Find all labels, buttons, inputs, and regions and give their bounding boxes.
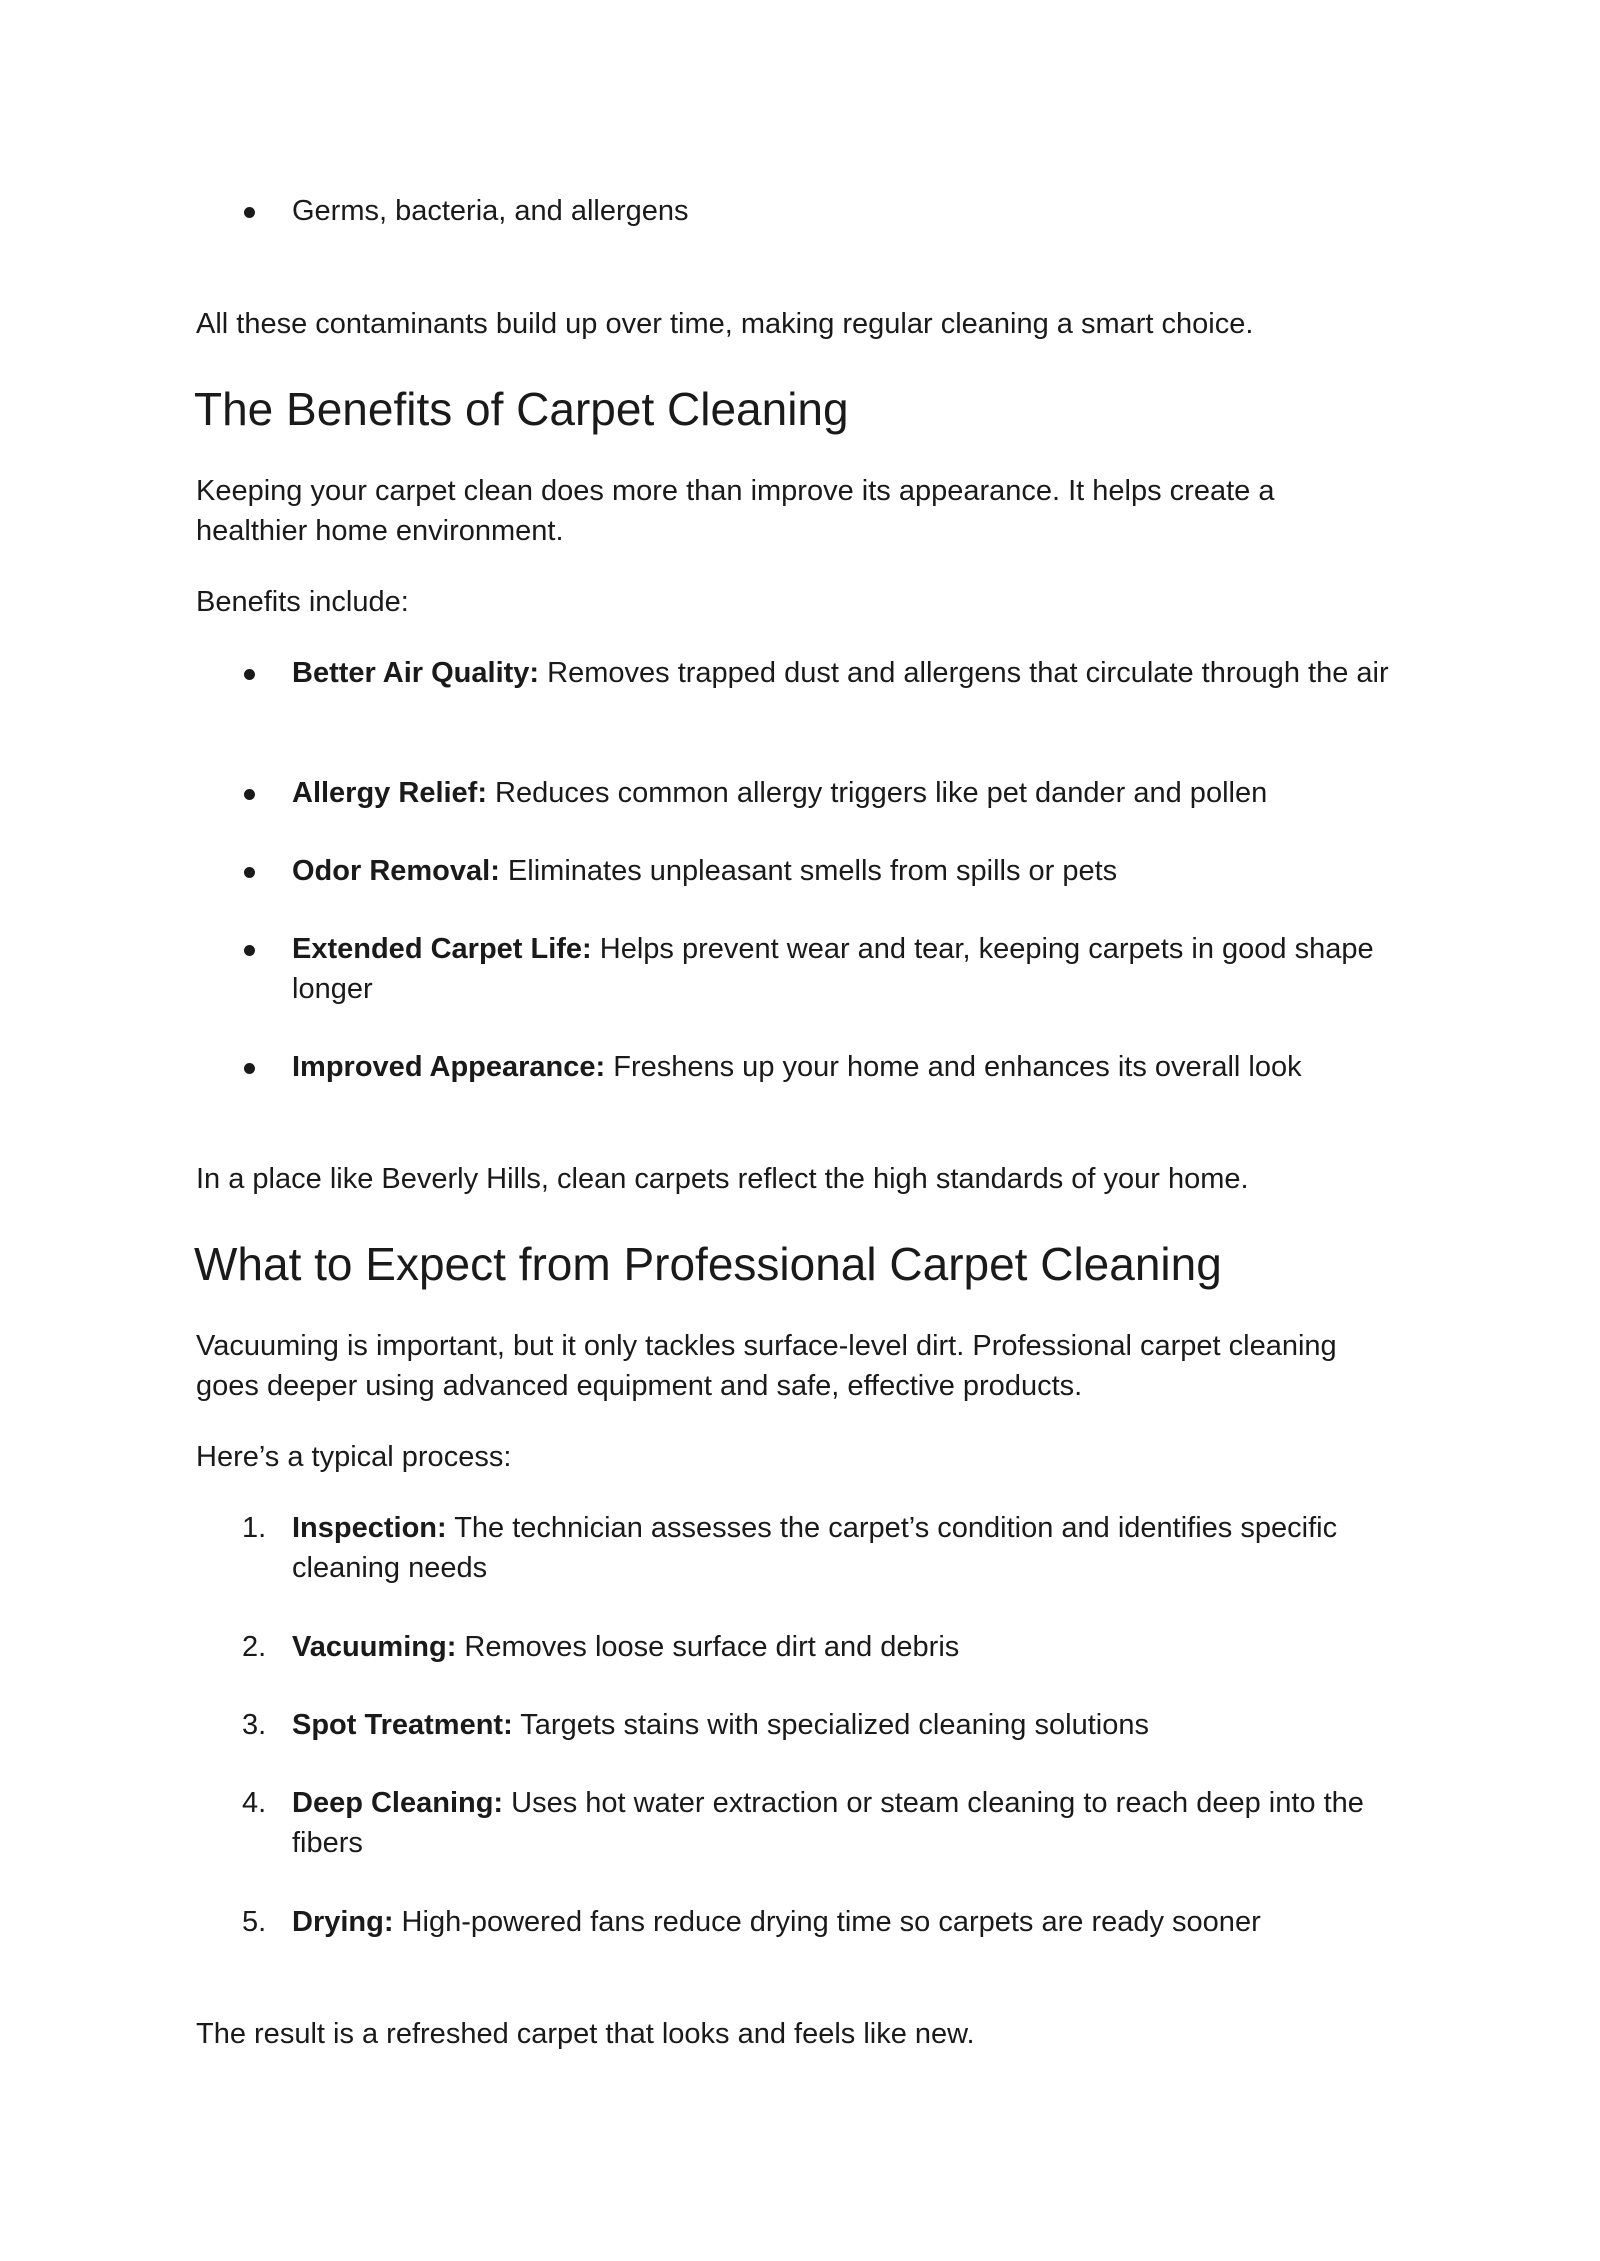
bullet-icon [244,867,255,878]
list-item-text: Targets stains with specialized cleaning solutions [512,1709,1149,1741]
list-item [242,1705,1422,1745]
list-item-label: Better Air Quality: [292,657,540,689]
bullet-icon [244,669,255,680]
bullet-icon [244,789,255,800]
list-item [292,851,1422,891]
list-item [292,773,1422,813]
list-item-label: Allergy Relief: [292,777,487,809]
list-number: 5. [242,1906,267,1938]
paragraph: Benefits include: [196,586,409,618]
list-number: 3. [242,1709,267,1741]
list-item-text: The technician assesses the carpet’s condition and identifies specific cleaning needs [292,1512,1338,1584]
paragraph: All these contaminants build up over time, making regular cleaning a smart choice. [196,308,1254,340]
list-item-text: High-powered fans reduce drying time so carpets are ready sooner [393,1906,1261,1938]
bullet-icon [244,207,255,218]
list-number: 1. [242,1512,267,1544]
paragraph: In a place like Beverly Hills, clean carpets reflect the high standards of your home. [196,1163,1249,1195]
list-item-text: Uses hot water extraction or steam cleaning to reach deep into the fibers [292,1787,1364,1859]
paragraph: Here’s a typical process: [196,1441,512,1473]
list-item-text: Freshens up your home and enhances its overall look [605,1051,1302,1083]
paragraph: Keeping your carpet clean does more than improve its appearance. It helps create a healthier home environment. [196,475,1275,547]
list-item-label: Deep Cleaning: [292,1787,504,1819]
list-item-label: Inspection: [292,1512,447,1544]
paragraph: Vacuuming is important, but it only tackles surface-level dirt. Professional carpet cleaning goes deeper using advanced equipment and safe, effective products. [196,1330,1337,1402]
list-item-text: Removes loose surface dirt and debris [456,1631,960,1663]
section-heading: The Benefits of Carpet Cleaning [194,383,849,435]
list-item-text: Germs, bacteria, and allergens [292,195,689,227]
list-item-text: Eliminates unpleasant smells from spills or pets [499,855,1118,887]
list-item-text: Removes trapped dust and allergens that circulate through the air [539,657,1389,689]
list-item [242,1783,1422,1863]
list-item [292,929,1422,1009]
list-item [292,1047,1422,1087]
paragraph: The result is a refreshed carpet that looks and feels like new. [196,2018,975,2050]
list-item [242,1627,1422,1667]
list-item-label: Spot Treatment: [292,1709,513,1741]
bullet-icon [244,1063,255,1074]
list-number: 4. [242,1787,267,1819]
list-item [242,1508,1422,1588]
list-item-label: Vacuuming: [292,1631,457,1663]
bullet-icon [244,945,255,956]
list-item-label: Drying: [292,1906,394,1938]
list-item-text: Helps prevent wear and tear, keeping carpets in good shape longer [292,933,1374,1005]
list-item-label: Improved Appearance: [292,1051,606,1083]
list-item-label: Odor Removal: [292,855,500,887]
list-item [292,653,1422,693]
list-item [242,1902,1422,1942]
list-item-text: Reduces common allergy triggers like pet dander and pollen [487,777,1268,809]
section-heading: What to Expect from Professional Carpet Cleaning [194,1238,1222,1290]
list-item [292,191,1422,231]
list-item-label: Extended Carpet Life: [292,933,592,965]
list-number: 2. [242,1631,267,1663]
